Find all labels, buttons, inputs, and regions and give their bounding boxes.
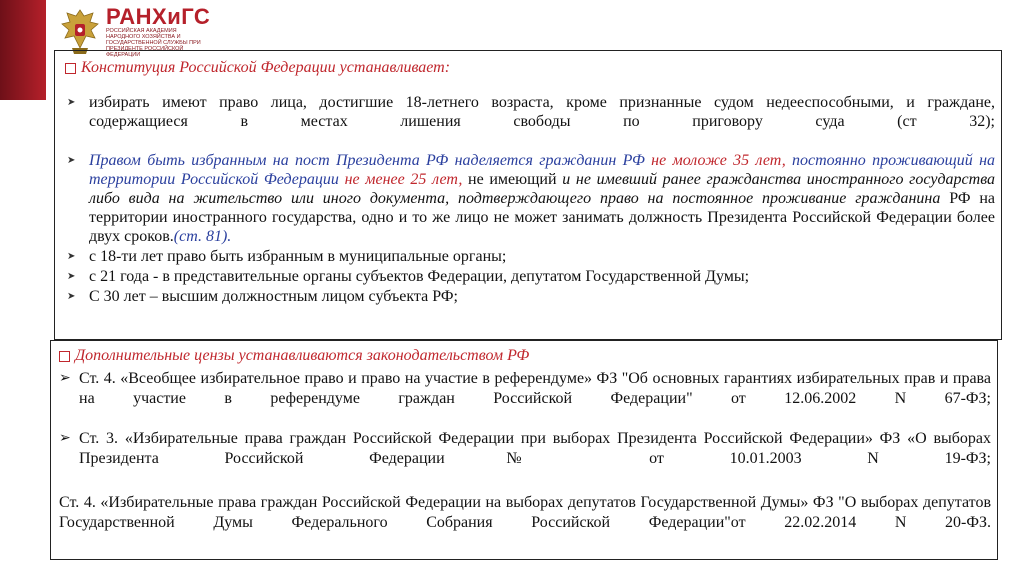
- law-paragraph: Ст. 4. «Избирательные права граждан Российской Федерации на выборах депутатов Государственной Думы» ФЗ "О выборах депутатов Государственной Думы Федерального Собрания Российской Федерации"от 22.02.2014 N 20-ФЗ.: [59, 494, 991, 531]
- item-text-part: постоянно проживающий на территории Российской Федерации: [89, 152, 996, 188]
- list-item: [65, 267, 995, 286]
- additional-requirements-box: [50, 340, 998, 560]
- checkbox-bullet-icon: [65, 63, 76, 74]
- constitution-list: [65, 93, 995, 307]
- age-requirement: не моложе 35 лет,: [651, 152, 786, 169]
- list-item: [65, 287, 995, 306]
- eagle-emblem-icon: [60, 8, 100, 56]
- chevron-bullet-icon: ➤: [67, 291, 76, 302]
- chevron-bullet-icon: ➤: [67, 97, 76, 108]
- item-text: избирать имеют право лица, достигшие 18-летнего возраста, кроме признанные судом недееспособными, и граждане, содержащиеся в местах лишения свободы по приговору суда (ст 32);: [89, 94, 995, 130]
- constitution-heading-text: Конституция Российской Федерации устанавливает:: [81, 59, 451, 76]
- list-item: [59, 369, 991, 429]
- arrow-bullet-icon: ➢: [59, 371, 71, 386]
- chevron-bullet-icon: ➤: [67, 155, 76, 166]
- item-text-part: РФ на территории иностранного государства, одно и то же лицо не может занимать должность Президента Российской Федерации более двух сроков.: [89, 190, 995, 245]
- item-text: с 21 года - в представительные органы субъектов Федерации, депутатом Государственной Думы;: [89, 268, 750, 285]
- logo-subtitle: РОССИЙСКАЯ АКАДЕМИЯ НАРОДНОГО ХОЗЯЙСТВА И ГОСУДАРСТВЕННОЙ СЛУЖБЫ ПРИ ПРЕЗИДЕНТЕ РОССИЙСКОЙ ФЕДЕРАЦИИ: [106, 28, 201, 58]
- list-item: [65, 151, 995, 246]
- law-list: [59, 369, 991, 553]
- item-text-part: Правом быть избранным на пост Президента РФ наделяется гражданин РФ: [89, 152, 645, 169]
- list-item: [65, 247, 995, 266]
- item-text: С 30 лет – высшим должностным лицом субъекта РФ;: [89, 288, 458, 305]
- constitution-box: [54, 50, 1002, 340]
- article-reference: (ст. 81).: [173, 228, 232, 245]
- item-text: Ст. 3. «Избирательные права граждан Российской Федерации при выборах Президента Российской Федерации» ФЗ «О выборах Президента Российской Федерации№ от 10.01.2003 N 19-ФЗ;: [79, 430, 991, 467]
- additional-heading-text: Дополнительные цензы устанавливаются законодательством РФ: [75, 347, 530, 364]
- item-text: Ст. 4. «Всеобщее избирательное право и право на участие в референдуме» ФЗ "Об основных гарантиях избирательных прав и права на участие в референдуме граждан Российской Федерации" от 12.06.2002 N 67-ФЗ;: [79, 370, 991, 407]
- arrow-bullet-icon: ➢: [59, 431, 71, 446]
- decorative-red-bar: [0, 0, 46, 100]
- item-text-part: и не имевший ранее гражданства иностранного государства либо вида на жительство или иного документа, подтверждающего право на постоянное проживание гражданина: [89, 171, 996, 207]
- item-text: с 18-ти лет право быть избранным в муниципальные органы;: [89, 248, 507, 265]
- chevron-bullet-icon: ➤: [67, 271, 76, 282]
- list-item: [65, 93, 995, 150]
- constitution-heading: [65, 58, 450, 78]
- logo-title: РАНХиГС: [106, 4, 211, 29]
- item-text-part: не имеющий: [468, 171, 557, 188]
- list-item: [59, 429, 991, 489]
- additional-heading: [59, 346, 529, 366]
- residency-requirement: не менее 25 лет,: [344, 171, 463, 188]
- chevron-bullet-icon: ➤: [67, 251, 76, 262]
- checkbox-bullet-icon: [59, 351, 70, 362]
